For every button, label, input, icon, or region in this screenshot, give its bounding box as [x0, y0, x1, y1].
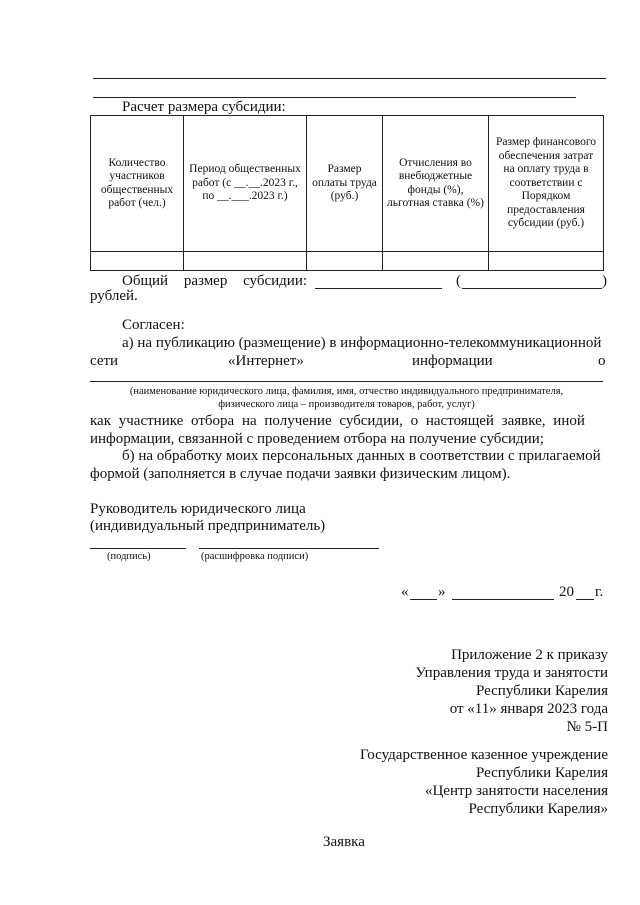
addressee-line: Государственное казенное учреждение	[359, 747, 608, 763]
table-header-cell: Размер финансового обеспечения затрат на оплату труда в соответствии с Порядком предоставления субсидии (руб.)	[489, 116, 604, 252]
addressee-line: Республики Карелия»	[468, 801, 608, 817]
date-year-field[interactable]	[576, 599, 594, 600]
date-year-suffix: г.	[595, 584, 604, 600]
consent-item-a-cont: информации, связанной с проведением отбора на получение субсидии;	[90, 431, 544, 447]
date-year-prefix: 20	[559, 584, 574, 600]
total-label: Общий размер субсидии:	[122, 273, 308, 289]
consent-item-a-word: сети	[90, 353, 119, 369]
appendix-line: № 5-П	[566, 719, 608, 735]
table-cell[interactable]	[489, 252, 604, 271]
signer-title: (индивидуальный предприниматель)	[90, 518, 326, 534]
table-header-row	[91, 116, 604, 252]
total-amount-words-field[interactable]	[462, 288, 602, 289]
total-currency: рублей.	[90, 288, 138, 304]
signature-caption: (подпись)	[107, 551, 151, 562]
table-cell[interactable]	[383, 252, 489, 271]
signature-decoding-field[interactable]	[199, 548, 379, 549]
document-title: Заявка	[323, 834, 365, 850]
signer-title: Руководитель юридического лица	[90, 501, 306, 517]
table-header-cell: Размер оплаты труда (руб.)	[307, 116, 383, 252]
subsidy-table	[90, 115, 604, 271]
appendix-line: Приложение 2 к приказу	[451, 647, 608, 663]
appendix-line: Управления труда и занятости	[415, 665, 608, 681]
date-month-field[interactable]	[452, 599, 554, 600]
participant-name-caption: (наименование юридического лица, фамилия, имя, отчество индивидуального предпринимателя,	[129, 386, 564, 397]
consent-heading: Согласен:	[122, 317, 185, 333]
total-open-paren: (	[456, 273, 461, 289]
consent-item-a-word: «Интернет»	[228, 353, 304, 369]
addressee-line: «Центр занятости населения	[424, 783, 608, 799]
table-header-cell: Период общественных работ (с __.__.2023 г., по __.___.2023 г.)	[184, 116, 307, 252]
appendix-line: Республики Карелия	[475, 683, 608, 699]
appendix-line: от «11» января 2023 года	[449, 701, 608, 717]
consent-item-b: формой (заполняется в случае подачи заявки физическим лицом).	[90, 466, 511, 482]
table-cell[interactable]	[91, 252, 184, 271]
table-cell[interactable]	[307, 252, 383, 271]
participant-name-field[interactable]	[90, 381, 603, 382]
consent-item-b: б) на обработку моих персональных данных в соответствии с прилагаемой	[122, 448, 601, 464]
signature-decoding-caption: (расшифровка подписи)	[201, 551, 309, 562]
date-day-field[interactable]	[410, 599, 437, 600]
signature-field[interactable]	[90, 548, 186, 549]
date-open-quote: «	[401, 584, 409, 600]
table-title: Расчет размера субсидии:	[122, 99, 286, 115]
total-amount-field[interactable]	[315, 288, 442, 289]
table-header-cell: Отчисления во внебюджетные фонды (%), льготная ставка (%)	[383, 116, 489, 252]
consent-item-a: а) на публикацию (размещение) в информационно-телекоммуникационной	[122, 335, 602, 351]
addressee-line: Республики Карелия	[475, 765, 608, 781]
top-blank-line-1	[93, 78, 606, 79]
consent-item-a-word: информации	[412, 353, 493, 369]
table-header-cell: Количество участников общественных работ (чел.)	[91, 116, 184, 252]
consent-item-a-word: о	[598, 353, 606, 369]
date-close-quote: »	[438, 584, 446, 600]
participant-name-caption: физического лица – производителя товаров, работ, услуг)	[218, 399, 475, 410]
consent-item-a-cont: как участнике отбора на получение субсидии, о настоящей заявке, иной	[90, 413, 585, 429]
total-close-paren: )	[602, 273, 607, 289]
table-empty-row	[91, 252, 604, 271]
table-cell[interactable]	[184, 252, 307, 271]
